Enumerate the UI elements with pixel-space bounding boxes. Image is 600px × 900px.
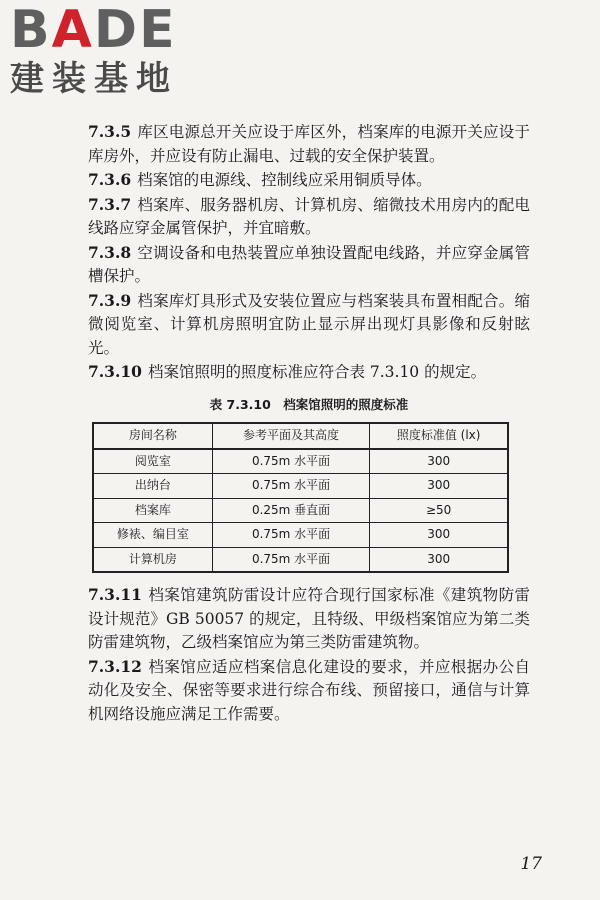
logo-wordmark: BADE <box>10 0 177 60</box>
table-cell: 计算机房 <box>93 547 212 572</box>
table-cell: 修裱、编目室 <box>93 523 212 548</box>
clause-7-3-11: 7.3.11 档案馆建筑防雷设计应符合现行国家标准《建筑物防雷设计规范》GB 50057 的规定，且特级、甲级档案馆应为第二类防雷建筑物，乙级档案馆应为第三类防雷建筑物。 <box>88 585 530 651</box>
table-row <box>93 474 508 499</box>
table-row <box>93 547 508 572</box>
table-cell: 出纳台 <box>93 474 212 499</box>
table-row <box>93 523 508 548</box>
page-content <box>88 120 530 726</box>
illuminance-table <box>92 422 509 573</box>
clause-7-3-10: 7.3.10 档案馆照明的照度标准应符合表 7.3.10 的规定。 <box>88 362 487 381</box>
table-cell: 0.75m 水平面 <box>212 523 369 548</box>
table-row <box>93 498 508 523</box>
clause-7-3-12: 7.3.12 档案馆应适应档案信息化建设的要求，并应根据办公自动化及安全、保密等要求进行综合布线、预留接口，通信与计算机网络设施应满足工作需要。 <box>88 656 530 723</box>
table-cell: 档案库 <box>93 498 212 523</box>
table-cell: 阅览室 <box>93 449 212 474</box>
table-header-cell: 房间名称 <box>93 423 212 449</box>
clause-7-3-5: 7.3.5 库区电源总开关应设于库区外，档案库的电源开关应设于库房外，并应设有防止漏电、过载的安全保护装置。 <box>88 122 530 165</box>
table-cell: 300 <box>370 547 508 572</box>
table-title: 表 7.3.10 档案馆照明的照度标准 <box>209 396 409 412</box>
table-cell: 0.25m 垂直面 <box>212 498 369 523</box>
table-cell: 0.75m 水平面 <box>212 547 369 572</box>
table-header-cell: 照度标准值 (lx) <box>370 423 508 449</box>
clause-7-3-7: 7.3.7 档案库、服务器机房、计算机房、缩微技术用房内的配电线路应穿金属管保护，并宜暗敷。 <box>88 194 530 237</box>
clause-7-3-8: 7.3.8 空调设备和电热装置应单独设置配电线路，并应穿金属管槽保护。 <box>88 242 530 285</box>
page-number: 17 <box>520 854 542 874</box>
table-header-row <box>93 423 508 449</box>
table-row <box>93 449 508 474</box>
clauses-after-table <box>88 583 530 726</box>
clause-7-3-9: 7.3.9 档案库灯具形式及安装位置应与档案装具布置相配合。缩微阅览室、计算机房照明宜防止显示屏出现灯具影像和反射眩光。 <box>88 290 530 357</box>
table-header-cell: 参考平面及其高度 <box>212 423 369 449</box>
logo <box>10 2 178 98</box>
table-cell: ≥50 <box>370 498 508 523</box>
table-cell: 300 <box>370 474 508 499</box>
table-cell: 300 <box>370 449 508 474</box>
table-cell: 300 <box>370 523 508 548</box>
table-cell: 0.75m 水平面 <box>212 474 369 499</box>
clause-7-3-6: 7.3.6 档案馆的电源线、控制线应采用铜质导体。 <box>88 170 432 189</box>
table-cell: 0.75m 水平面 <box>212 449 369 474</box>
logo-subtitle: 建装基地 <box>10 59 178 99</box>
